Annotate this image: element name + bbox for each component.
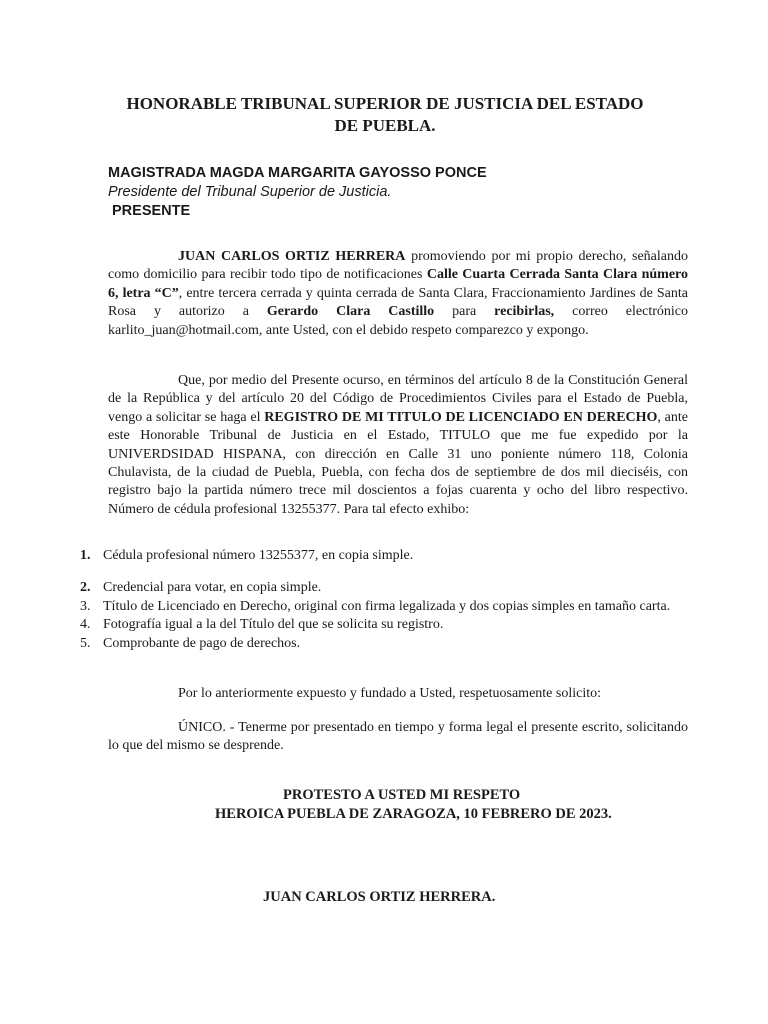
title-line-1: HONORABLE TRIBUNAL SUPERIOR DE JUSTICIA DEL ESTADO — [126, 94, 644, 113]
title-line-2: DE PUEBLA. — [334, 116, 436, 135]
paragraph-request — [108, 372, 688, 519]
list-item — [80, 547, 688, 565]
signature-name: JUAN CARLOS ORTIZ HERRERA. — [263, 889, 496, 905]
paragraph1-text-2: , entre tercera cerrada y quinta cerrada de Santa Clara, Fraccionamiento Jardines de Santa Rosa y autorizo a — [108, 285, 689, 320]
authorized-person: Gerardo Clara Castillo — [266, 304, 435, 320]
document-title — [100, 93, 670, 137]
addressee-presente: PRESENTE — [112, 203, 191, 219]
list-gap — [80, 565, 688, 579]
paragraph-unico — [108, 719, 688, 756]
addressee-name: MAGISTRADA MAGDA MARGARITA GAYOSSO PONCE — [108, 165, 487, 181]
paragraph1-text-3: para — [434, 304, 495, 320]
list-item-number: 5. — [80, 635, 91, 651]
protesto-line: PROTESTO A USTED MI RESPETO — [283, 787, 521, 803]
list-item-text: Comprobante de pago de derechos. — [103, 635, 301, 651]
paragraph-solicito — [108, 685, 688, 703]
paragraph4-text: ÚNICO. - Tenerme por presentado en tiempo y forma legal el presente escrito, solicitando lo que del mismo se desprende. — [108, 720, 688, 754]
registro-request: REGISTRO DE MI TITULO DE LICENCIADO EN DERECHO — [264, 409, 658, 425]
promovente-name: JUAN CARLOS ORTIZ HERRERA — [178, 249, 406, 264]
list-item-number: 3. — [80, 598, 91, 614]
paragraph1-text-1: promoviendo por mi propio derecho, señalando como domicilio para recibir todo tipo de notificaciones — [108, 249, 688, 283]
addressee-block — [108, 164, 487, 221]
recibirlas-word: recibirlas, — [494, 304, 555, 320]
list-item — [80, 579, 688, 597]
paragraph3-text: Por lo anteriormente expuesto y fundado a Usted, respetuosamente solicito: — [178, 686, 602, 701]
domicilio-address: Calle Cuarta Cerrada Santa Clara número 6, letra “C” — [108, 267, 688, 301]
list-item-text: Título de Licenciado en Derecho, original con firma legalizada y dos copias simples en tamaño carta. — [103, 598, 671, 614]
list-item-number: 2. — [80, 580, 91, 596]
list-item — [80, 635, 688, 653]
list-item-text: Cédula profesional número 13255377, en copia simple. — [103, 548, 414, 563]
list-item-number: 1. — [80, 548, 91, 563]
list-item — [80, 598, 688, 616]
paragraph2-text-1: Que, por medio del Presente ocurso, en términos del artículo 8 de la Constitución General de la República y del artículo 20 del Código de Procedimientos Civiles para el Estado de Puebla, vengo a solicitar se haga el — [108, 373, 688, 425]
list-item-text: Fotografía igual a la del Título del que se solicita su registro. — [103, 617, 444, 633]
place-date-line: HEROICA PUEBLA DE ZARAGOZA, 10 FEBRERO DE 2023. — [215, 806, 612, 822]
list-item-text: Credencial para votar, en copia simple. — [103, 580, 322, 596]
addressee-role: Presidente del Tribunal Superior de Justicia. — [108, 184, 392, 200]
paragraph1-text-4: correo electrónico karlito_juan@hotmail.com, ante Usted, con el debido respeto comparezco y expongo. — [108, 304, 688, 338]
list-item — [80, 616, 688, 634]
paragraph2-text-2: , ante este Honorable Tribunal de Justicia en el Estado, TITULO que me fue expedido por la UNIVERDSIDAD HISPANA, con dirección en Calle 31 uno poniente número 118, Colonia Chulavista, de la ciudad de Puebla, Puebla, con fecha dos de septiembre de dos mil dieciséis, con registro bajo la partida número trece mil doscientos a fojas cuarenta y ocho del libro respectivo. Número de cédula profesional 13255377. Para tal efecto exhibo: — [108, 409, 688, 517]
closing-block — [100, 786, 740, 824]
exhibits-list — [80, 547, 688, 653]
list-item-number: 4. — [80, 617, 91, 633]
paragraph-introduction — [108, 248, 688, 340]
